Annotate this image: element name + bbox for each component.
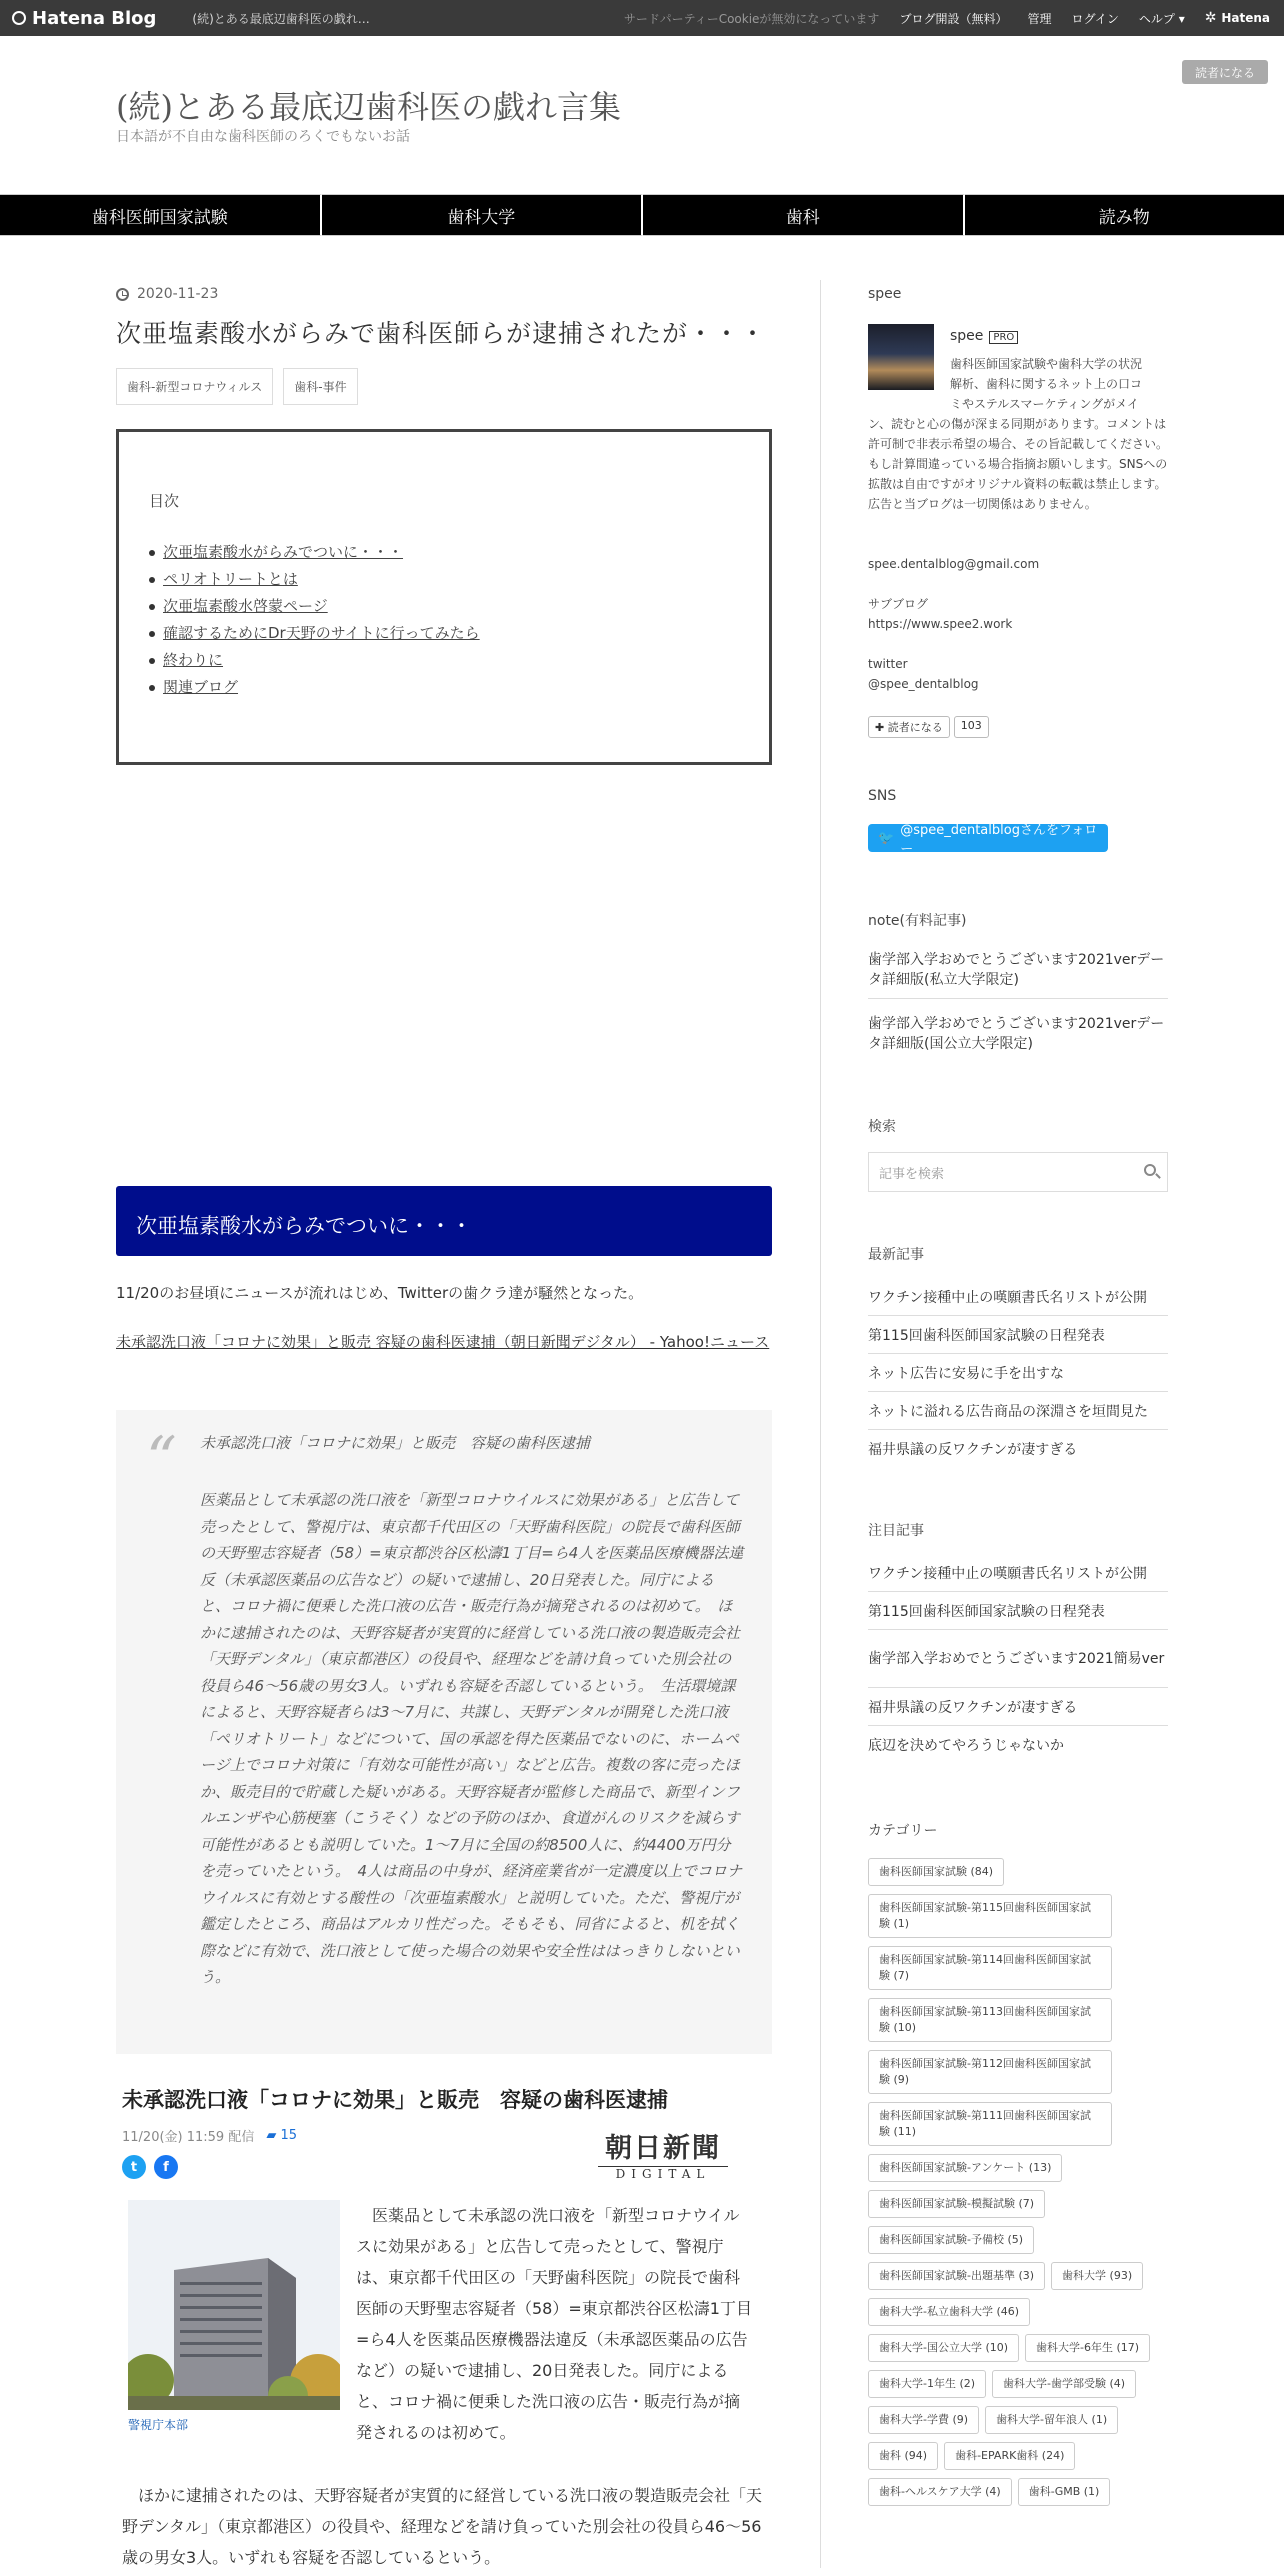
photo-caption: 警視庁本部: [128, 2416, 188, 2433]
list-item[interactable]: ワクチン接種中止の嘆願書氏名リストが公開: [868, 1278, 1168, 1316]
hatena-link[interactable]: ✲ Hatena: [1205, 10, 1270, 26]
blog-subtitle: 日本語が不自由な歯科医師のろくでもないお話: [116, 126, 410, 146]
toc-item[interactable]: 次亜塩素酸水がらみでついに・・・: [149, 539, 739, 566]
blog-title[interactable]: (続)とある最底辺歯科医の戯れ言集: [116, 82, 621, 128]
news-photo: [128, 2200, 340, 2410]
login-link[interactable]: ログイン: [1071, 10, 1118, 27]
popular-list: [868, 1554, 1168, 1764]
list-item[interactable]: 第115回歯科医師国家試験の日程発表: [868, 1592, 1168, 1630]
category-tag[interactable]: 歯科-事件: [283, 368, 357, 405]
recent-heading: 最新記事: [868, 1244, 924, 1264]
category-tag[interactable]: 歯科-ヘルスケア大学 (4): [868, 2478, 1012, 2506]
category-tag[interactable]: 歯科大学-6年生 (17): [1025, 2334, 1150, 2362]
facebook-icon: f: [154, 2155, 178, 2179]
asahi-logo-text: 朝日新聞: [598, 2126, 728, 2165]
category-tag[interactable]: 歯科大学-歯学部受験 (4): [992, 2370, 1136, 2398]
search-icon: [1144, 1164, 1156, 1176]
subblog-url[interactable]: https://www.spee2.work: [868, 614, 1012, 634]
profile-desc-line: 歯科医師国家試験や歯科大学の状況: [868, 354, 1168, 374]
category-heading: カテゴリー: [868, 1820, 937, 1840]
category-tag[interactable]: 歯科医師国家試験-模擬試験 (7): [868, 2190, 1045, 2218]
asahi-logo: [598, 2126, 728, 2181]
quote-title: 未承認洗口液「コロナに効果」と販売 容疑の歯科医逮捕: [200, 1432, 744, 1453]
news-link[interactable]: 未承認洗口液「コロナに効果」と販売 容疑の歯科医逮捕（朝日新聞デジタル） - Yahoo!ニュース: [116, 1328, 772, 1356]
category-tag[interactable]: 歯科医師国家試験-第112回歯科医師国家試験 (9): [868, 2050, 1112, 2094]
cookie-notice: サードパーティーCookieが無効になっています: [624, 10, 880, 27]
table-of-contents: [116, 429, 772, 765]
news-title: 未承認洗口液「コロナに効果」と販売 容疑の歯科医逮捕: [122, 2084, 772, 2114]
date-text: 2020-11-23: [137, 286, 218, 302]
follow-label: @spee_dentalblogさんをフォロー: [900, 819, 1108, 857]
quote-mark-icon: “: [146, 1424, 177, 1494]
list-item[interactable]: ネット広告に安易に手を出すな: [868, 1354, 1168, 1392]
profile-email: spee.dentalblog@gmail.com: [868, 554, 1039, 574]
article: [116, 280, 772, 765]
category-tag[interactable]: 歯科-新型コロナウィルス: [116, 368, 273, 405]
profile-name-text: spee: [950, 328, 983, 344]
reader-count[interactable]: 103: [954, 716, 989, 738]
reader-buttons: [868, 716, 989, 738]
intro-paragraph: 11/20のお昼頃にニュースが流れはじめ、Twitterの歯クラ達が騒然となった。: [116, 1280, 772, 1306]
profile-description: [868, 354, 1168, 514]
column-divider: [820, 280, 821, 2568]
category-tag[interactable]: 歯科大学-学費 (9): [868, 2406, 979, 2434]
category-tag[interactable]: 歯科-EPARK歯科 (24): [944, 2442, 1075, 2470]
twitter-icon: t: [122, 2155, 146, 2179]
category-tag[interactable]: 歯科医師国家試験 (84): [868, 1858, 1004, 1886]
logo-text: Hatena Blog: [32, 8, 156, 29]
quote-body: 医薬品として未承認の洗口液を「新型コロナウイルスに効果がある」と広告して売ったとして、警視庁は、東京都千代田区の「天野歯科医院」の院長で歯科医師の天野聖志容疑者（58）=東京都渋谷区松濤1丁目=ら4人を医薬品医療機器法違反（未承認医薬品の広告など）の疑いで逮捕し、20日発表した。同庁によると、コロナ禍に便乗した洗口液の広告・販売行為が摘発されるのは初めて。 ほかに逮捕されたのは、天野容疑者が実質的に経営している洗口液の製造販売会社「天野デンタル」（東京都港区）の役員や、経理などを請け負っていた別会社の役員ら46～56歳の男女3人。いずれも容疑を否認しているという。 生活環境課によると、天野容疑者らは3～7月に、共謀し、天野デンタルが開発した洗口液「ペリオトリート」などについて、国の承認を得た医薬品でないのに、ホームページ上でコロナ対策に「有効な可能性が高い」などと広告。複数の客に売ったほか、販売目的で貯蔵した疑いがある。天野容疑者が監修した商品で、新型インフルエンザや心筋梗塞（こうそく）などの予防のほか、食道がんのリスクを減らす可能性があるとも説明していた。1～7月に全国の約8500人に、約4400万円分を売っていたという。 4人は商品の中身が、経済産業省が一定濃度以上でコロナウイルスに有効とする酸性の「次亜塩素酸水」と説明していた。ただ、警視庁が鑑定したところ、商品はアルカリ性だった。そもそも、同省によると、机を拭く際などに有効で、洗口液として使った場合の効果や安全性ははっきりしないという。: [200, 1487, 744, 1991]
note-item[interactable]: 歯学部入学おめでとうございます2021verデータ詳細版(国公立大学限定): [868, 1014, 1168, 1062]
nav-item-dentistry[interactable]: 歯科: [643, 194, 965, 236]
admin-link[interactable]: 管理: [1027, 10, 1051, 27]
nav-item-reading[interactable]: 読み物: [965, 194, 1284, 236]
list-item[interactable]: 福井県議の反ワクチンが凄すぎる: [868, 1688, 1168, 1726]
toc-title: 目次: [149, 490, 739, 511]
toc-item[interactable]: ペリオトリートとは: [149, 566, 739, 593]
comment-count-value: 15: [280, 2128, 297, 2143]
toc-item[interactable]: 確認するためにDr天野のサイトに行ってみたら: [149, 620, 739, 647]
news-date: 11/20(金) 11:59 配信: [122, 2126, 254, 2145]
subscribe-small-button[interactable]: ✚ 読者になる: [868, 716, 950, 738]
category-tag[interactable]: 歯科医師国家試験-第113回歯科医師国家試験 (10): [868, 1998, 1112, 2042]
category-tag[interactable]: 歯科医師国家試験-第115回歯科医師国家試験 (1): [868, 1894, 1112, 1938]
category-tag[interactable]: 歯科医師国家試験-アンケート (13): [868, 2154, 1062, 2182]
list-item[interactable]: 底辺を決めてやろうじゃないか: [868, 1726, 1168, 1764]
hatena-logo-icon: [12, 11, 26, 25]
category-tag[interactable]: 歯科大学-国公立大学 (10): [868, 2334, 1019, 2362]
list-item[interactable]: 第115回歯科医師国家試験の日程発表: [868, 1316, 1168, 1354]
section-heading: 次亜塩素酸水がらみでついに・・・: [116, 1186, 772, 1256]
category-tag[interactable]: 歯科 (94): [868, 2442, 938, 2470]
list-item[interactable]: ネットに溢れる広告商品の深淵さを垣間見た: [868, 1392, 1168, 1430]
search-heading: 検索: [868, 1116, 896, 1136]
category-tag[interactable]: 歯科大学 (93): [1051, 2262, 1143, 2290]
help-label: ヘルプ: [1139, 12, 1175, 26]
hatena-label: Hatena: [1221, 11, 1270, 25]
twitter-follow-button[interactable]: [868, 824, 1108, 852]
subscribe-button[interactable]: 読者になる: [1182, 60, 1268, 84]
news-body: 医薬品として未承認の洗口液を「新型コロナウイルスに効果がある」と広告して売ったとして、警視庁は、東京都千代田区の「天野歯科医院」の院長で歯科医師の天野聖志容疑者（58）=東京都渋谷区松濤1丁目=ら4人を医薬品医療機器法違反（未承認医薬品の広告など）の疑いで逮捕し、20日発表した。同庁によると、コロナ禍に便乗した洗口液の広告・販売行為が摘発されるのは初めて。: [356, 2200, 752, 2448]
hatena-blog-logo[interactable]: [12, 8, 156, 29]
topbar-blog-title[interactable]: (続)とある最底辺歯科医の戯れ…: [192, 10, 369, 27]
profile-desc-line: ミやステルスマーケティングがメイ: [868, 394, 1168, 414]
category-tag[interactable]: 歯科大学-私立歯科大学 (46): [868, 2298, 1030, 2326]
toc-item[interactable]: 次亜塩素酸水啓蒙ページ: [149, 593, 739, 620]
recent-list: [868, 1278, 1168, 1468]
note-item[interactable]: 歯学部入学おめでとうございます2021verデータ詳細版(私立大学限定): [868, 950, 1168, 999]
comment-count: ▰ 15: [266, 2128, 297, 2143]
entry-categories: [116, 368, 772, 405]
twitter-id[interactable]: @spee_dentalblog: [868, 674, 979, 694]
profile-desc-rest: ン、読むと心の傷が深まる同期があります。コメントは許可制で非表示希望の場合、その旨記載してください。もし計算間違っている場合指摘お願いします。SNSへの拡散は自由ですがオリジナル資料の転載は禁止します。広告と当ブログは一切関係はありません。: [868, 417, 1168, 511]
note-heading: note(有料記事): [868, 910, 966, 930]
sns-heading: SNS: [868, 788, 896, 804]
global-nav: [0, 194, 1284, 236]
category-tag[interactable]: 歯科-GMB (1): [1018, 2478, 1111, 2506]
search-button[interactable]: [1128, 1152, 1168, 1192]
category-tag[interactable]: 歯科医師国家試験-予備校 (5): [868, 2226, 1034, 2254]
open-blog-link[interactable]: ブログ開設（無料）: [899, 10, 1007, 27]
category-tag[interactable]: 歯科医師国家試験-出題基準 (3): [868, 2262, 1045, 2290]
pro-badge: PRO: [989, 331, 1018, 344]
twitter-bird-icon: 🐦: [878, 831, 894, 846]
blockquote: [116, 1410, 772, 2054]
profile-heading: spee: [868, 286, 901, 302]
nav-item-dental-university[interactable]: 歯科大学: [322, 194, 644, 236]
list-item[interactable]: 歯学部入学おめでとうございます2021簡易ver: [868, 1630, 1168, 1688]
profile-desc-line: 解析、歯科に関するネット上の口コ: [868, 374, 1168, 394]
list-item[interactable]: ワクチン接種中止の嘆願書氏名リストが公開: [868, 1554, 1168, 1592]
clock-icon: [116, 288, 129, 301]
asahi-logo-sub: DIGITAL: [598, 2166, 728, 2181]
help-menu[interactable]: ヘルプ ▾: [1139, 10, 1185, 27]
twitter-label: twitter: [868, 654, 908, 674]
category-list: [868, 1858, 1168, 2506]
subblog-label: サブブログ: [868, 594, 928, 614]
popular-heading: 注目記事: [868, 1520, 924, 1540]
building-photo-icon: [128, 2200, 340, 2410]
news-screenshot: [116, 2084, 772, 2179]
entry-title[interactable]: 次亜塩素酸水がらみで歯科医師らが逮捕されたが・・・: [116, 314, 772, 350]
nav-item-national-exam[interactable]: 歯科医師国家試験: [0, 194, 322, 236]
category-tag[interactable]: 歯科医師国家試験-第111回歯科医師国家試験 (11): [868, 2102, 1112, 2146]
category-tag[interactable]: 歯科大学-留年浪人 (1): [985, 2406, 1118, 2434]
entry-date[interactable]: [116, 280, 772, 308]
toc-item[interactable]: 終わりに: [149, 647, 739, 674]
category-tag[interactable]: 歯科大学-1年生 (2): [868, 2370, 986, 2398]
news-body: ほかに逮捕されたのは、天野容疑者が実質的に経営している洗口液の製造販売会社「天野デンタル」（東京都港区）の役員や、経理などを請け負っていた別会社の役員ら46～56歳の男女3人。いずれも容疑を否認しているという。: [116, 2480, 772, 2573]
toc-item[interactable]: 関連ブログ: [149, 674, 739, 701]
category-tag[interactable]: 歯科医師国家試験-第114回歯科医師国家試験 (7): [868, 1946, 1112, 1990]
list-item[interactable]: 福井県議の反ワクチンが凄すぎる: [868, 1430, 1168, 1468]
profile-name[interactable]: [950, 328, 1018, 344]
search-input[interactable]: 記事を検索: [868, 1152, 1168, 1192]
hatena-topbar: [0, 0, 1284, 36]
